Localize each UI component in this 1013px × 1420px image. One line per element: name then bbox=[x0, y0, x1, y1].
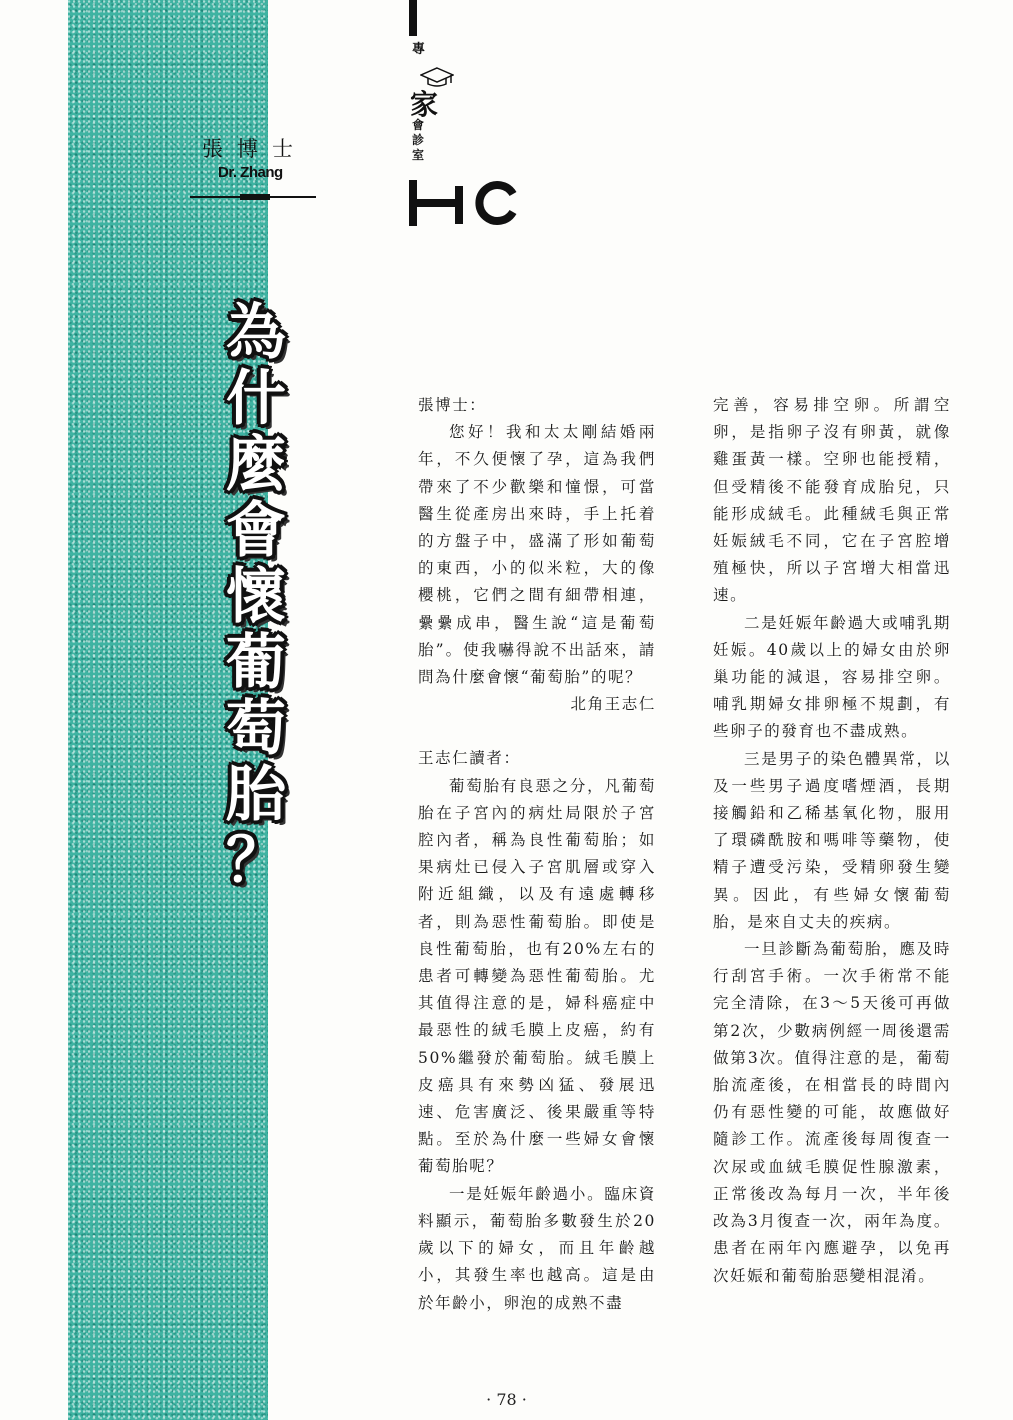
reply-salutation: 王志仁讀者： bbox=[418, 749, 521, 768]
letter-signature: 北角王志仁 bbox=[570, 695, 656, 714]
title-char: 葡 bbox=[226, 628, 286, 698]
author-name-chinese: 張博士 bbox=[202, 137, 307, 161]
column-logo-bar bbox=[409, 0, 417, 36]
reply-paragraph: 一旦診斷為葡萄胎，應及時行刮宮手術。一次手術常不能完全清除，在3～5天後可再做第2次，少數病例經一周後還需做第3次。值得注意的是，葡萄胎流產後，在相當長的時間內仍有惡性變的可能，故應做好隨診工作。流產後每周復查一次尿或血絨毛膜促性腺激素，正常後改為每月一次，半年後改為3月復查一次，兩年為度。患者在兩年內應避孕，以免再次妊娠和葡萄胎惡變相混淆。 bbox=[713, 940, 951, 1285]
text-column-right bbox=[713, 392, 951, 1290]
reply-paragraph: 完善，容易排空卵。所謂空卵，是指卵子沒有卵黃，就像雞蛋黃一樣。空卵也能授精，但受精後不能發育成胎兒，只能形成絨毛。此種絨毛與正常妊娠絨毛不同，它在子宮腔增殖極快，所以子宮增大相當迅速。 bbox=[713, 396, 951, 605]
title-char: 會 bbox=[226, 496, 286, 566]
column-logo-chars-bottom: 會診室 bbox=[412, 118, 425, 162]
title-char: 為 bbox=[226, 298, 286, 368]
title-char: 胎 bbox=[226, 760, 286, 830]
column-logo-char-big: 家 bbox=[410, 88, 439, 121]
title-char: 懷 bbox=[226, 562, 286, 632]
title-char: 麼 bbox=[226, 430, 286, 500]
author-name-english: Dr. Zhang bbox=[218, 164, 283, 181]
title-char: 萄 bbox=[226, 694, 286, 764]
page-number: · 78 · bbox=[486, 1390, 527, 1409]
reply-paragraph: 二是妊娠年齡過大或哺乳期妊娠。40歲以上的婦女由於卵巢功能的減退，容易排空卵。哺乳期婦女排卵極不規劃，有些卵子的發育也不盡成熟。 bbox=[713, 613, 951, 741]
reply-paragraph: 一是妊娠年齡過小。臨床資料顯示，葡萄胎多數發生於20歲以下的婦女，而且年齡越小，其發生率也越高。這是由於年齡小，卵泡的成熟不盡 bbox=[418, 1184, 656, 1312]
letter-body: 您好！我和太太剛結婚兩年，不久便懷了孕，這為我們帶來了不少歡樂和憧憬，可當醫生從產房出來時，手上托着的方盤子中，盛滿了形如葡萄的東西，小的似米粒，大的像櫻桃，它們之間有細帶相連，纍纍成串，醫生說“這是葡萄胎”。使我嚇得說不出話來，請問為什麼會懷“葡萄胎”的呢？ bbox=[418, 423, 656, 687]
article-title bbox=[222, 300, 290, 894]
hc-logo bbox=[409, 180, 521, 226]
column-logo-char-top: 專 bbox=[412, 42, 426, 57]
reply-paragraph: 三是男子的染色體異常，以及一些男子過度嗜煙酒，長期接觸鉛和乙稀基氧化物，服用了環磷酰胺和嗎啡等藥物，使精子遭受污染，受精卵發生變異。因此，有些婦女懷葡萄胎，是來自丈夫的疾病。 bbox=[713, 749, 951, 931]
author-divider-accent bbox=[240, 194, 270, 200]
reply-paragraph: 葡萄胎有良惡之分，凡葡萄胎在子宮內的病灶局限於子宮腔內者，稱為良性葡萄胎；如果病灶已侵入子宮肌層或穿入附近組織，以及有遠處轉移者，則為惡性葡萄胎。即使是良性葡萄胎，也有20%左右的患者可轉變為惡性葡萄胎。尤其值得注意的是，婦科癌症中最惡性的絨毛膜上皮癌，約有50%繼發於葡萄胎。絨毛膜上皮癌具有來勢凶猛、發展迅速、危害廣泛、後果嚴重等特點。至於為什麼一些婦女會懷葡萄胎呢？ bbox=[418, 776, 656, 1176]
title-char: 什 bbox=[226, 364, 286, 434]
text-column-left bbox=[418, 392, 656, 1317]
letter-salutation: 張博士： bbox=[418, 396, 487, 414]
title-char: ？ bbox=[226, 826, 286, 896]
